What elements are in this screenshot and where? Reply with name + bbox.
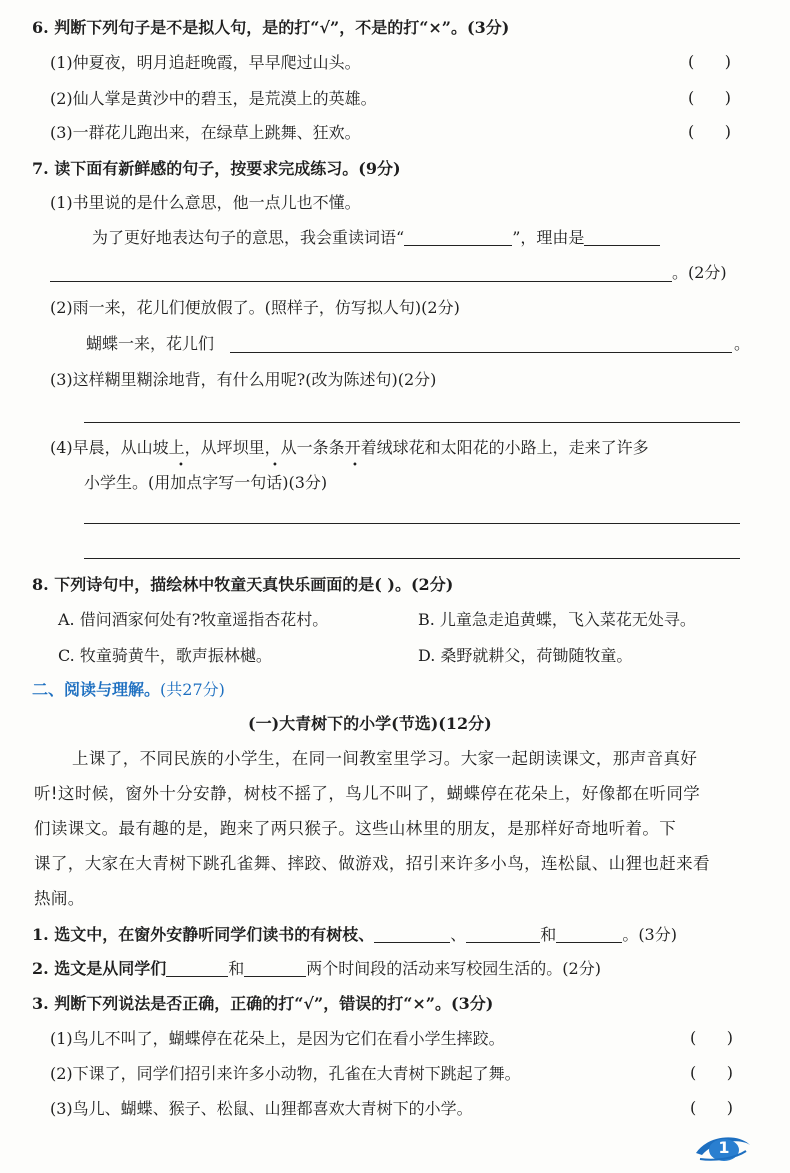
q6-answer-3[interactable]: ( ) bbox=[688, 122, 731, 141]
q8-option-d[interactable]: D. 桑野就耕父，荷锄随牧童。 bbox=[418, 646, 633, 665]
q7-fill-prefix: 为了更好地表达句子的意思，我会重读词语“ bbox=[92, 228, 405, 247]
section-2-heading bbox=[32, 679, 225, 701]
emphasis-dot: • bbox=[272, 460, 278, 471]
page-number: 1 bbox=[718, 1138, 730, 1157]
q7-s2-answer-line[interactable] bbox=[230, 352, 732, 353]
reading-q1-score: 。(3分) bbox=[622, 925, 677, 944]
q8-option-a[interactable]: A. 借问酒家何处有?牧童遥指杏花村。 bbox=[58, 610, 329, 629]
passage-line-2: 听!这时候，窗外十分安静，树枝不摇了，鸟儿不叫了，蝴蝶停在花朵上，好像都在听同学 bbox=[34, 784, 701, 803]
q8-option-b[interactable]: B. 儿童急走追黄蝶，飞入菜花无处寻。 bbox=[418, 610, 696, 629]
q6-answer-1[interactable]: ( ) bbox=[688, 52, 731, 71]
passage-title: (一)大青树下的小学(节选)(12分) bbox=[248, 714, 492, 733]
q7-reason-blank-start[interactable] bbox=[584, 229, 660, 246]
q7-s4-answer-line-1[interactable] bbox=[84, 523, 740, 524]
q7-s3-answer-line[interactable] bbox=[84, 422, 740, 423]
reading-q1-and: 和 bbox=[540, 925, 557, 944]
q7-word-blank[interactable] bbox=[404, 229, 512, 246]
q7-s2-prompt: 蝴蝶一来，花儿们 bbox=[86, 334, 215, 353]
page-number-badge bbox=[694, 1131, 752, 1163]
reading-q3-item-1: (1)鸟儿不叫了，蝴蝶停在花朵上，是因为它们在看小学生摔跤。 bbox=[50, 1029, 505, 1048]
reading-q3-title: 3. 判断下列说法是否正确，正确的打“√”，错误的打“×”。(3分) bbox=[32, 994, 494, 1013]
q6-item-2: (2)仙人掌是黄沙中的碧玉，是荒漠上的英雄。 bbox=[50, 89, 377, 108]
reading-q3-answer-1[interactable]: ( ) bbox=[690, 1028, 733, 1047]
reading-q2-blank-1[interactable] bbox=[166, 960, 228, 977]
passage-line-3: 们读课文。最有趣的是，跑来了两只猴子。这些山林里的朋友，是那样好奇地听着。下 bbox=[34, 819, 677, 838]
reading-q2-and: 和 bbox=[228, 959, 245, 978]
q7-s1-score: 。(2分) bbox=[672, 263, 727, 282]
reading-q3-item-3: (3)鸟儿、蝴蝶、猴子、松鼠、山狸都喜欢大青树下的小学。 bbox=[50, 1099, 473, 1118]
q7-fill-row bbox=[92, 227, 660, 249]
reading-q2-blank-2[interactable] bbox=[244, 960, 306, 977]
q6-title: 6. 判断下列句子是不是拟人句，是的打“√”，不是的打“×”。(3分) bbox=[32, 18, 510, 37]
q6-item-1: (1)仲夏夜，明月追赶晚霞，早早爬过山头。 bbox=[50, 53, 361, 72]
q8-title: 8. 下列诗句中，描绘林中牧童天真快乐画面的是( )。(2分) bbox=[32, 575, 454, 594]
reading-q1-prefix: 1. 选文中，在窗外安静听同学们读书的有树枝、 bbox=[32, 925, 375, 944]
passage-line-1: 上课了，不同民族的小学生，在同一间教室里学习。大家一起朗读课文，那声音真好 bbox=[72, 749, 698, 768]
q6-item-3: (3)一群花儿跑出来，在绿草上跳舞、狂欢。 bbox=[50, 123, 361, 142]
reading-q2-suffix: 两个时间段的活动来写校园生活的。(2分) bbox=[306, 959, 601, 978]
reading-q2 bbox=[32, 958, 601, 980]
reading-q2-prefix: 2. 选文是从同学们 bbox=[32, 959, 167, 978]
q7-s2-period: 。 bbox=[734, 334, 751, 353]
passage-line-4: 课了，大家在大青树下跳孔雀舞、摔跤、做游戏，招引来许多小鸟，连松鼠、山狸也赶来看 bbox=[34, 854, 710, 873]
q6-answer-2[interactable]: ( ) bbox=[688, 88, 731, 107]
section-2-title: 二、阅读与理解。 bbox=[32, 680, 161, 699]
q7-s4-answer-line-2[interactable] bbox=[84, 558, 740, 559]
q7-fill-middle: ”，理由是 bbox=[512, 228, 585, 247]
q7-sentence-4-line-1: (4)早晨，从山坡上，从坪坝里，从一条条开着绒球花和太阳花的小路上，走来了许多 bbox=[50, 438, 649, 457]
reading-q1 bbox=[32, 924, 677, 946]
reading-q3-item-2: (2)下课了，同学们招引来许多小动物，孔雀在大青树下跳起了舞。 bbox=[50, 1064, 521, 1083]
reading-q3-answer-2[interactable]: ( ) bbox=[690, 1063, 733, 1082]
q7-sentence-4-line-2: 小学生。(用加点字写一句话)(3分) bbox=[84, 473, 328, 492]
q8-option-c[interactable]: C. 牧童骑黄牛，歌声振林樾。 bbox=[58, 646, 272, 665]
reading-q1-sep: 、 bbox=[450, 925, 467, 944]
q7-sentence-3: (3)这样糊里糊涂地背，有什么用呢?(改为陈述句)(2分) bbox=[50, 370, 437, 389]
passage-line-5: 热闹。 bbox=[34, 889, 85, 908]
emphasis-dot: • bbox=[352, 460, 358, 471]
reading-q1-blank-1[interactable] bbox=[374, 926, 450, 943]
reading-q1-blank-3[interactable] bbox=[556, 926, 622, 943]
emphasis-dot: • bbox=[178, 460, 184, 471]
q7-sentence-2: (2)雨一来，花儿们便放假了。(照样子，仿写拟人句)(2分) bbox=[50, 298, 460, 317]
reading-q3-answer-3[interactable]: ( ) bbox=[690, 1098, 733, 1117]
q7-title: 7. 读下面有新鲜感的句子，按要求完成练习。(9分) bbox=[32, 159, 401, 178]
section-2-score: (共27分) bbox=[160, 680, 225, 699]
reading-q1-blank-2[interactable] bbox=[466, 926, 540, 943]
q7-reason-line[interactable] bbox=[50, 281, 672, 282]
q7-sentence-1: (1)书里说的是什么意思，他一点儿也不懂。 bbox=[50, 193, 361, 212]
